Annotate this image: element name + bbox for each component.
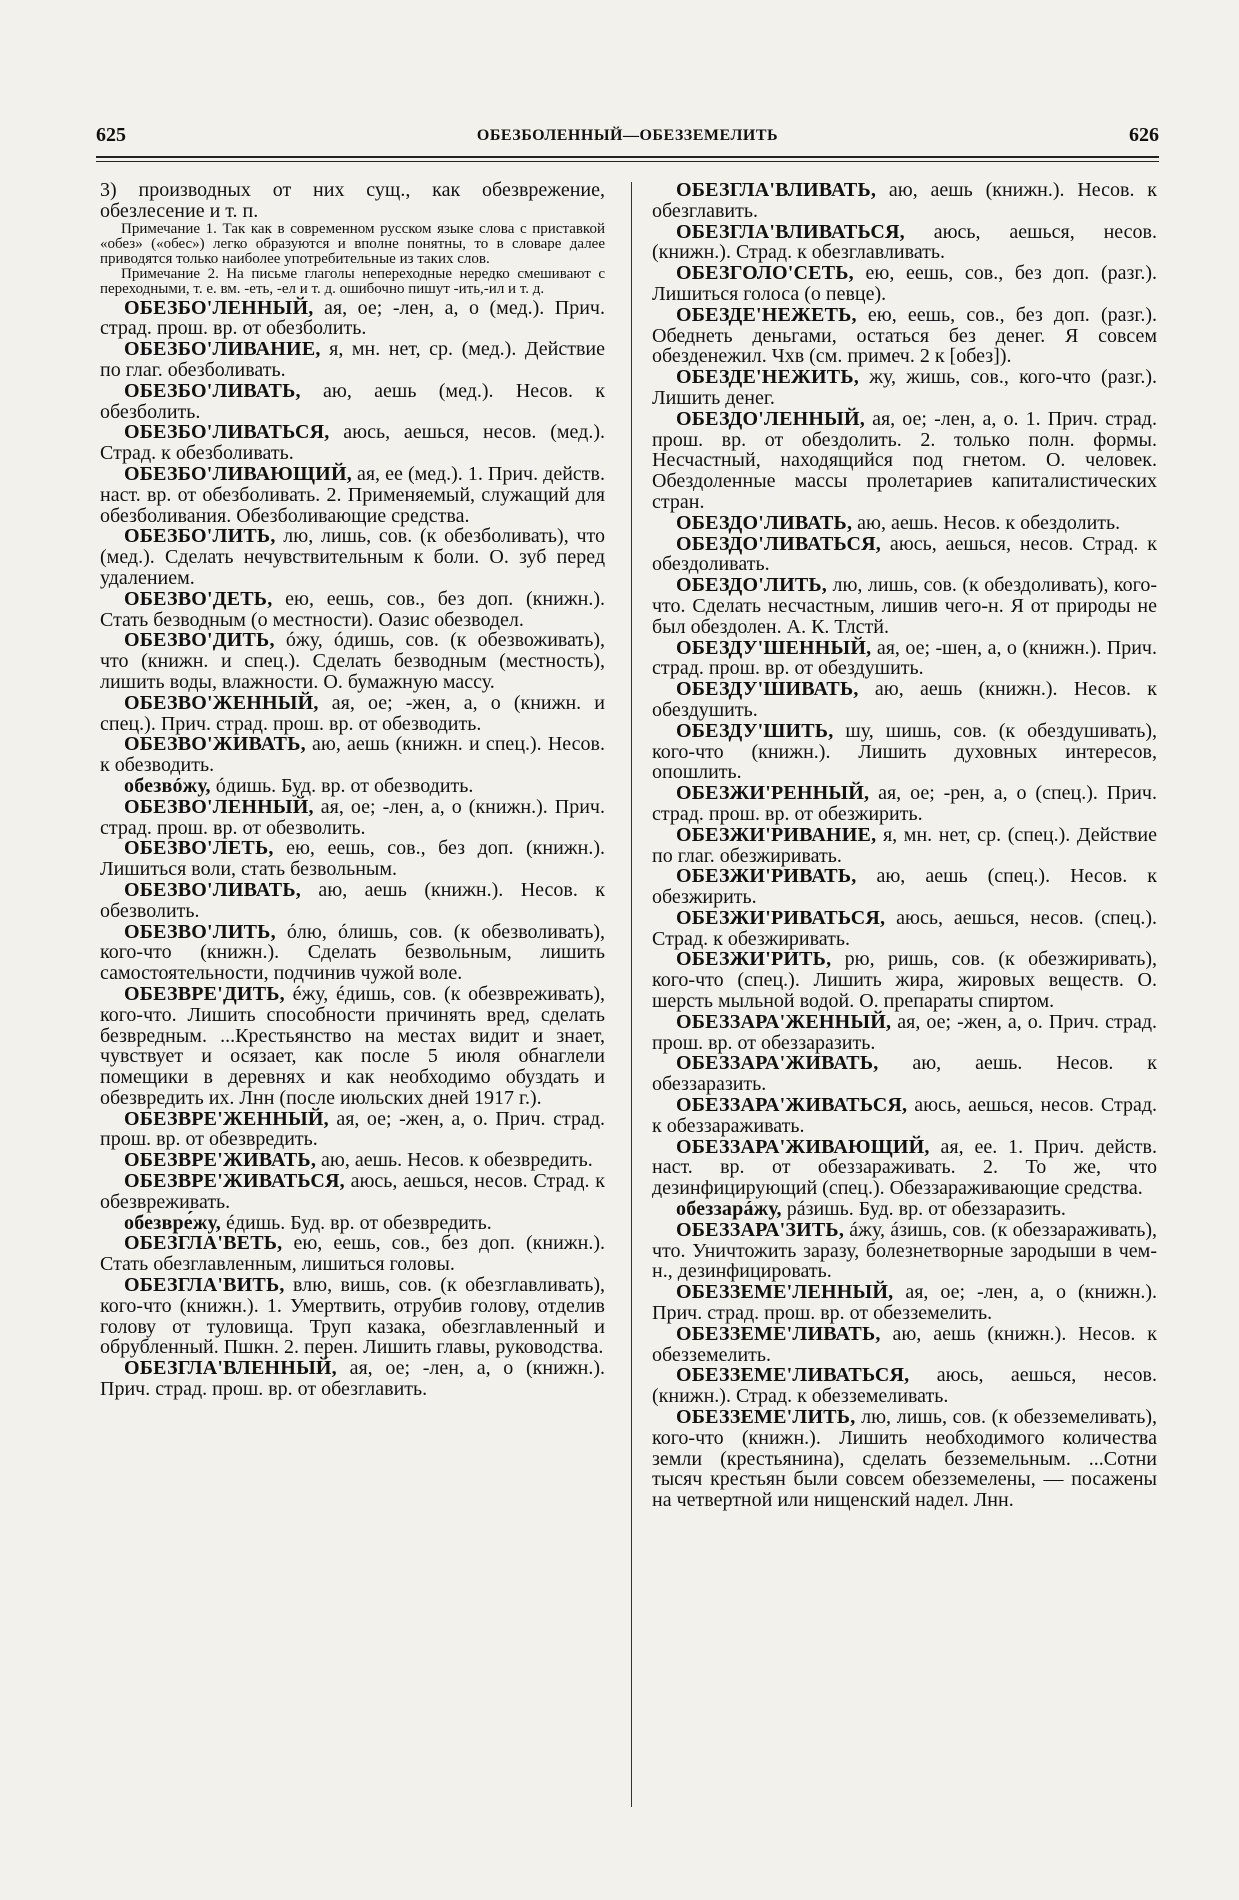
headword: ОБЕЗГЛА'ВИТЬ,: [124, 1274, 285, 1297]
dictionary-entry: [652, 513, 1157, 534]
entry-text: лю, лишь, сов. (к обездоливать), кого-что. Сделать несчастным, лишив чего-н. Я от природы не был обездолен. А. К. Тлстй.: [652, 574, 1157, 638]
page-number-left: 625: [96, 124, 126, 146]
entry-text: ая, ое; -рен, а, о (спец.). Прич. страд. прош. вр. от обезжирить.: [652, 782, 1157, 825]
headword: ОБЕЗЖИ'РИВАТЬСЯ,: [676, 906, 886, 929]
entry-text: аю, аешь (книжн.). Несов. к обездушить.: [652, 678, 1157, 721]
entry-text: ая, ое; -лен, а, о (книжн.). Прич. страд. прош. вр. от обезволить.: [100, 795, 605, 839]
dictionary-entry: [652, 367, 1157, 409]
entry-text: ею, еешь, сов., без доп. (разг.). Обеднеть деньгами, остаться без денег. Я совсем обезденежил. Чхв (см. примеч. 2 к [обез]).: [652, 303, 1157, 368]
entry-text: я, мн. нет, ср. (спец.). Действие по глаг. обезжиривать.: [652, 823, 1157, 867]
headword: ОБЕЗЗАРА'ЖИВАЮЩИЙ,: [676, 1135, 930, 1158]
dictionary-entry: [100, 630, 605, 692]
dictionary-entry: [100, 464, 605, 526]
dictionary-entry: [652, 638, 1157, 680]
dictionary-entry: [100, 1213, 605, 1234]
headword: ОБЕЗВО'ДЕТЬ,: [124, 587, 273, 610]
dictionary-entry: [652, 825, 1157, 867]
entry-text: ая, ое; -жен, а, о (книжн. и спец.). Прич. страд. прош. вр. от обезводить.: [100, 691, 605, 735]
entry-text: ая, ое; -лен, а, о (книжн.). Прич. страд. прош. вр. от обезглавить.: [100, 1357, 605, 1401]
entry-text: ая, ое; -жен, а, о. Прич. страд. прош. вр. от обезвредить.: [100, 1107, 605, 1151]
dictionary-entry: [100, 776, 605, 797]
dictionary-entry: [652, 534, 1157, 576]
headword: ОБЕЗБО'ЛИВАТЬСЯ,: [124, 421, 330, 444]
headword: ОБЕЗГЛА'ВЛИВАТЬ,: [676, 179, 877, 201]
dictionary-entry: [100, 1358, 605, 1400]
dictionary-entry: [100, 298, 605, 340]
headword: ОБЕЗБО'ЛИВАНИЕ,: [124, 338, 321, 361]
entry-text: ая, ое; -жен, а, о. Прич. страд. прош. вр. от обеззаразить.: [652, 1010, 1157, 1054]
dictionary-entry: [652, 783, 1157, 825]
headword: ОБЕЗВРЕ'ЖИВАТЬ,: [124, 1149, 317, 1172]
dictionary-entry: [652, 1012, 1157, 1054]
note: [100, 222, 605, 268]
entry-text: аю, аешь. Несов. к обезвредить.: [316, 1149, 593, 1172]
entry-text: рю, ришь, сов. (к обезжиривать), кого-что (спец.). Лишить жира, жировых веществ. О. шерсть мыльной водой. О. препараты спиртом.: [652, 948, 1157, 1013]
dictionary-entry: [100, 797, 605, 839]
right-column: [652, 180, 1157, 1511]
entry-text: аюсь, аешься, несов. (книжн.). Страд. к обезземеливать.: [652, 1364, 1157, 1408]
dictionary-entry: [652, 409, 1157, 513]
dictionary-entry: [652, 1365, 1157, 1407]
dictionary-entry: [100, 922, 605, 984]
headword: обеззарáжу,: [676, 1198, 782, 1221]
dictionary-entry: [652, 1324, 1157, 1366]
headword: ОБЕЗБО'ЛИВАТЬ,: [124, 379, 301, 402]
entry-text: влю, вишь, сов. (к обезглавливать), кого-что (книжн.). 1. Умертвить, отрубив голову, отделив голову от туловища. Труп казака, обезглавленный и обрубленный. Пшкн. 2. перен. Лишить главы, руководства.: [100, 1274, 605, 1359]
entry-text: аю, аешь (книжн.). Несов. к обезволить.: [100, 878, 605, 922]
page-number-right: 626: [1129, 124, 1159, 146]
dictionary-entry: [652, 1095, 1157, 1137]
dictionary-entry: [652, 263, 1157, 305]
dictionary-entry: [652, 222, 1157, 264]
headword: обезвре́жу,: [124, 1211, 221, 1234]
headword: ОБЕЗВО'ЛЕННЫЙ,: [124, 795, 314, 818]
entry-text: éжу, éдишь, сов. (к обезвреживать), кого-что. Лишить способности причинять вред, сделать безвредным. ...Крестьянство на местах видит и знает, чувствует и осязает, как после 5 июля обнаглели помещики в деревнях и как необходимо обуздать и обезвредить их. Лнн (после июльских дней 1917 г.).: [100, 982, 605, 1109]
headword: ОБЕЗВО'ЖИВАТЬ,: [124, 733, 306, 756]
dictionary-entry: [100, 589, 605, 631]
headword: ОБЕЗДО'ЛИТЬ,: [676, 574, 827, 597]
headword: ОБЕЗЗЕМЕ'ЛИВАТЬ,: [676, 1322, 881, 1345]
dictionary-entry: [100, 381, 605, 423]
headword: ОБЕЗДУ'ШИВАТЬ,: [676, 678, 859, 701]
headword: ОБЕЗЖИ'РИВАНИЕ,: [676, 823, 877, 846]
entry-text: óлю, óлишь, сов. (к обезволивать), кого-что (книжн.). Сделать безвольным, лишить самостоятельности, подчинив чужой воле.: [100, 920, 605, 985]
dictionary-entry: [652, 721, 1157, 783]
dictionary-entry: [100, 693, 605, 735]
headword: ОБЕЗВРЕ'ДИТЬ,: [124, 982, 285, 1005]
headword: ОБЕЗДО'ЛЕННЫЙ,: [676, 407, 865, 430]
entry-text: Примечание 1. Так как в современном русском языке слова с приставкой «обез» («обес») легко образуются и вполне понятны, то в словаре далее приводятся только наиболее употребительные из таких слов.: [100, 220, 605, 267]
headword: ОБЕЗЗАРА'ЖЕННЫЙ,: [676, 1010, 892, 1033]
headword: ОБЕЗГЛА'ВЕТЬ,: [124, 1232, 283, 1255]
entry-text: ею, еешь, сов., без доп. (книжн.). Лишиться воли, стать безвольным.: [100, 837, 605, 881]
dictionary-entry: [100, 1109, 605, 1151]
entry-text: 3) производных от них сущ., как обезврежение, обезлесение и т. п.: [100, 179, 605, 222]
dictionary-entry: [100, 526, 605, 588]
headword: ОБЕЗДО'ЛИВАТЬСЯ,: [676, 532, 881, 555]
entry-text: аюсь, аешься, несов. Страд. к обезвреживать.: [100, 1170, 605, 1213]
dictionary-entry: [100, 838, 605, 880]
headword: ОБЕЗДУ'ШЕННЫЙ,: [676, 636, 872, 659]
headword: ОБЕЗВО'ЖЕННЫЙ,: [124, 691, 319, 714]
headword: ОБЕЗЗЕМЕ'ЛИТЬ,: [676, 1406, 856, 1429]
headword: ОБЕЗВО'ЛЕТЬ,: [124, 837, 274, 860]
entry-text: аю, аешь (книжн.). Несов. к обезземелить.: [652, 1322, 1157, 1366]
entry-text: аюсь, аешься, несов. (спец.). Страд. к обезжиривать.: [652, 906, 1157, 950]
dictionary-entry: [652, 1199, 1157, 1220]
entry-text: ею, еешь, сов., без доп. (книжн.). Стать безводным (о местности). Оазис обезводел.: [100, 587, 605, 631]
headword: ОБЕЗБО'ЛИТЬ,: [124, 525, 276, 548]
dictionary-entry: [652, 866, 1157, 908]
dictionary-entry: [100, 880, 605, 922]
headword: ОБЕЗБО'ЛИВАЮЩИЙ,: [124, 462, 352, 485]
dictionary-entry: [652, 679, 1157, 721]
dictionary-entry: [100, 1150, 605, 1171]
entry-text: я, мн. нет, ср. (мед.). Действие по глаг. обезболивать.: [100, 338, 605, 381]
entry-text: ая, ое; -лен, а, о (книжн.). Прич. страд. прош. вр. от обезземелить.: [652, 1281, 1157, 1325]
headword: ОБЕЗВРЕ'ЖЕННЫЙ,: [124, 1107, 329, 1130]
entry-text: óдишь. Буд. вр. от обезводить.: [210, 774, 474, 797]
entry-text: ею, еешь, сов., без доп. (книжн.). Стать обезглавленным, лишиться головы.: [100, 1232, 605, 1276]
entry-text: ая, ее. 1. Прич. действ. наст. вр. от обеззараживать. 2. То же, что дезинфицирующий (спец.). Обеззараживающие средства.: [652, 1135, 1157, 1200]
dictionary-entry: [100, 1233, 605, 1275]
entry-text: аюсь, аешься, несов. (книжн.). Страд. к обезглавливать.: [652, 220, 1157, 264]
page-header: [96, 124, 1159, 154]
entry-text: аю, аешь (книжн.). Несов. к обезглавить.: [652, 179, 1157, 222]
entry-text: аюсь, аешься, несов. Страд. к обеззараживать.: [652, 1094, 1157, 1137]
header-rule-thin: [96, 161, 1159, 162]
headword: ОБЕЗГЛА'ВЛИВАТЬСЯ,: [676, 220, 905, 243]
headword: ОБЕЗДУ'ШИТЬ,: [676, 719, 834, 742]
headword: ОБЕЗЗАРА'ЖИВАТЬ,: [676, 1052, 879, 1075]
entry-text: рáзишь. Буд. вр. от обеззаразить.: [781, 1198, 1066, 1221]
entry-text: ая, ое; -лен, а, о (мед.). Прич. страд. прош. вр. от обезболить.: [100, 296, 605, 340]
dictionary-entry: [100, 1275, 605, 1358]
dictionary-entry: [652, 1053, 1157, 1095]
headword: ОБЕЗЖИ'РЕННЫЙ,: [676, 782, 870, 805]
dictionary-entry: [652, 1220, 1157, 1282]
column-divider: [631, 182, 632, 1807]
entry-text: ею, еешь, сов., без доп. (разг.). Лишиться голоса (о певце).: [652, 262, 1157, 305]
header-rule: [96, 156, 1159, 158]
entry-text: аю, аешь (книжн. и спец.). Несов. к обезводить.: [100, 733, 605, 777]
headword: ОБЕЗДО'ЛИВАТЬ,: [676, 511, 853, 534]
entry-text: аюсь, аешься, несов. Страд. к обездоливать.: [652, 532, 1157, 576]
dictionary-entry: [652, 949, 1157, 1011]
headword: ОБЕЗЖИ'РИТЬ,: [676, 948, 832, 971]
dictionary-entry: [100, 984, 605, 1109]
headword: ОБЕЗВО'ЛИВАТЬ,: [124, 878, 301, 901]
entry-text: шу, шишь, сов. (к обездушивать), кого-что (книжн.). Лишить духовных интересов, опошлить.: [652, 719, 1157, 784]
dictionary-entry: [100, 339, 605, 381]
entry-text: аюсь, аешься, несов. (мед.). Страд. к обезболивать.: [100, 421, 605, 465]
dictionary-entry: [652, 575, 1157, 637]
headword: ОБЕЗВРЕ'ЖИВАТЬСЯ,: [124, 1170, 345, 1193]
entry-text: áжу, áзишь, сов. (к обеззараживать), что. Уничтожить заразу, болезнетворные зародыши в чем-н., дезинфицировать.: [652, 1218, 1157, 1283]
headword: ОБЕЗБО'ЛЕННЫЙ,: [124, 296, 314, 319]
dictionary-entry: [652, 1282, 1157, 1324]
headword: ОБЕЗЗАРА'ЖИВАТЬСЯ,: [676, 1094, 908, 1117]
left-column: [100, 180, 605, 1400]
note: [100, 267, 605, 297]
entry-text: жу, жишь, сов., кого-что (разг.). Лишить денег.: [652, 366, 1157, 409]
entry-text: аю, аешь. Несов. к обеззаразить.: [652, 1052, 1157, 1096]
dictionary-entry: [652, 908, 1157, 950]
headword: ОБЕЗЗЕМЕ'ЛИВАТЬСЯ,: [676, 1364, 910, 1387]
entry-text: аю, аешь (спец.). Несов. к обезжирить.: [652, 865, 1157, 909]
headword: ОБЕЗДЕ'НЕЖИТЬ,: [676, 366, 859, 389]
text-block: [100, 180, 605, 222]
headword: ОБЕЗГОЛО'СЕТЬ,: [676, 262, 854, 285]
dictionary-entry: [100, 422, 605, 464]
headword: ОБЕЗЗЕМЕ'ЛЕННЫЙ,: [676, 1281, 894, 1304]
entry-text: ая, ее (мед.). 1. Прич. действ. наст. вр. от обезболивать. 2. Применяемый, служащий для обезболивания. Обезболивающие средства.: [100, 462, 605, 527]
headword: ОБЕЗВО'ЛИТЬ,: [124, 920, 276, 943]
dictionary-entry: [652, 1137, 1157, 1199]
entry-text: лю, лишь, сов. (к обезболивать), что (мед.). Сделать нечувствительным к боли. О. зуб перед удалением.: [100, 525, 605, 589]
entry-text: éдишь. Буд. вр. от обезвредить.: [220, 1211, 492, 1234]
headword: ОБЕЗВО'ДИТЬ,: [124, 629, 275, 652]
headword: ОБЕЗГЛА'ВЛЕННЫЙ,: [124, 1357, 337, 1380]
entry-text: аю, аешь. Несов. к обездолить.: [852, 511, 1121, 534]
dictionary-entry: [652, 305, 1157, 367]
entry-text: Примечание 2. На письме глаголы непереходные нередко смешивают с переходными, т. е. вм. -еть, -ел и т. д. ошибочно пишут -ить,-ил и т. д.: [100, 266, 605, 298]
headword: ОБЕЗЖИ'РИВАТЬ,: [676, 865, 857, 888]
dictionary-entry: [100, 1171, 605, 1213]
dictionary-entry: [652, 1407, 1157, 1511]
headword: ОБЕЗЗАРА'ЗИТЬ,: [676, 1218, 845, 1241]
entry-text: ая, ое; -шен, а, о (книжн.). Прич. страд. прош. вр. от обездушить.: [652, 636, 1157, 680]
entry-text: ая, ое; -лен, а, о. 1. Прич. страд. прош. вр. от обездолить. 2. только полн. формы. Несчастный, находящийся под гнетом. О. человек. Обездоленные массы пролетариев капиталистических стран.: [652, 407, 1157, 513]
running-title: ОБЕЗБОЛЕННЫЙ—ОБЕЗЗЕМЕЛИТЬ: [476, 127, 779, 144]
entry-text: лю, лишь, сов. (к обезземеливать), кого-что (книжн.). Лишить необходимого количества земли (крестьянина), сделать безземельным. ...Сотни тысяч крестьян были совсем обезземелены, — посажены на четвертной или нищенский надел. Лнн.: [652, 1406, 1157, 1512]
entry-text: óжу, óдишь, сов. (к обезвоживать), что (книжн. и спец.). Сделать безводным (местность), лишить воды, влажности. О. бумажную массу.: [100, 629, 605, 693]
headword: ОБЕЗДЕ'НЕЖЕТЬ,: [676, 303, 857, 326]
dictionary-entry: [100, 734, 605, 776]
headword: обезвóжу,: [124, 774, 211, 797]
dictionary-entry: [652, 180, 1157, 222]
entry-text: аю, аешь (мед.). Несов. к обезболить.: [100, 379, 605, 423]
